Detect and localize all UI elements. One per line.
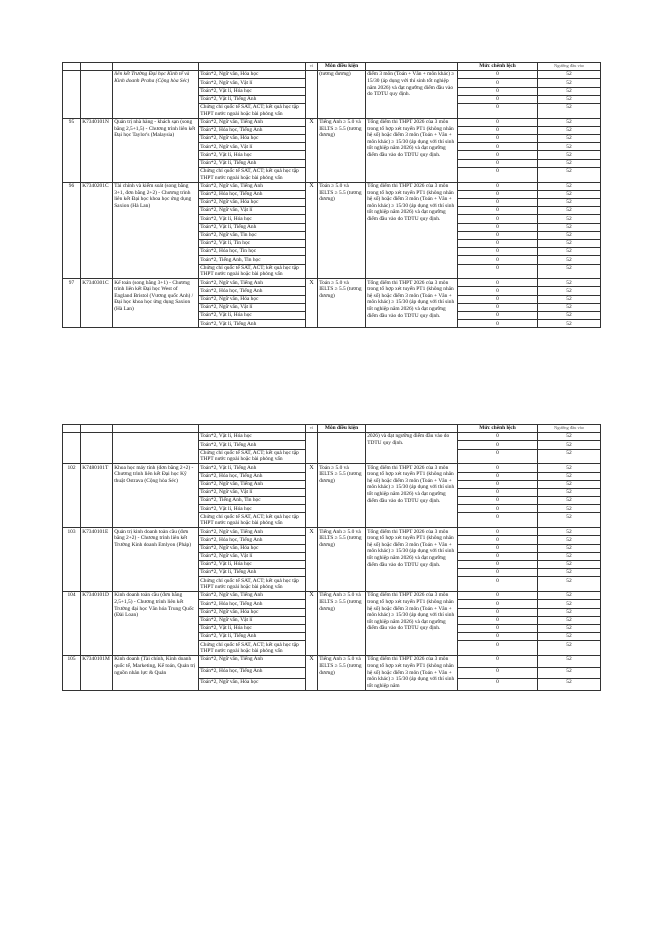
difference-value: 0 <box>458 528 538 536</box>
subject-combination: Toán*2, Hóa học, Tiếng Anh <box>199 600 306 608</box>
subject-combination: Toán*2, Vật lí, Hóa học <box>199 312 306 320</box>
condition-subject: Tiếng Anh ≥ 5.0 và IELTS ≥ 5.5 (tương đương) <box>318 528 366 592</box>
threshold-value: 52 <box>538 480 601 488</box>
difference-value: 0 <box>458 536 538 544</box>
row-number: 95 <box>63 118 81 182</box>
subject-combination: Toán*2, Ngữ văn, Tiếng Anh <box>199 182 306 190</box>
table-row <box>63 433 601 441</box>
threshold-value: 52 <box>538 641 601 656</box>
threshold-value: 52 <box>538 103 601 118</box>
difference-value: 0 <box>458 616 538 624</box>
difference-value: 0 <box>458 608 538 616</box>
subject-combination: Toán*2, Vật lí, Hóa học <box>199 433 306 441</box>
program-name <box>113 433 199 464</box>
difference-value: 0 <box>458 95 538 103</box>
subject-combination: Toán*2, Ngữ văn, Vật lí <box>199 616 306 624</box>
difference-value: 0 <box>458 561 538 569</box>
admission-note: Tổng điểm thi THPT 2026 của 3 môn trong tổ hợp xét tuyển PT1 (không nhân hệ số) hoặc điểm 3 môn (Toán + Văn + môn khác) ≥ 15/30 (áp dụng với thí sinh tốt nghiệp năm 2026) và đạt ngưỡng điểm đầu vào do TDTU quy định. <box>366 592 458 656</box>
table-header-row <box>63 63 601 71</box>
condition-subject: Toán ≥ 5.0 và IELTS ≥ 5.5 (tương đương) <box>318 182 366 279</box>
difference-value: 0 <box>458 231 538 239</box>
threshold-value: 52 <box>538 126 601 134</box>
program-code: K7340101E <box>81 528 113 592</box>
subject-combination: Chứng chỉ quốc tế SAT, ACT; kết quả học tập THPT nước ngoài hoặc bài phỏng vấn <box>199 513 306 528</box>
threshold-value: 52 <box>538 95 601 103</box>
threshold-value: 52 <box>538 624 601 632</box>
difference-value: 0 <box>458 569 538 577</box>
threshold-value: 52 <box>538 592 601 600</box>
threshold-value: 52 <box>538 441 601 449</box>
subject-combination: Toán*2, Ngữ văn, Vật lí <box>199 79 306 87</box>
difference-value: 0 <box>458 79 538 87</box>
condition-subject: Toán ≥ 5.0 và IELTS ≥ 5.5 (tương đương) <box>318 279 366 328</box>
subject-combination: Toán*2, Ngữ văn, Vật lí <box>199 207 306 215</box>
difference-value: 0 <box>458 592 538 600</box>
program-code: K7340101D <box>81 592 113 656</box>
difference-value: 0 <box>458 135 538 143</box>
threshold-value: 52 <box>538 312 601 320</box>
program-code: K7340301C <box>81 279 113 328</box>
subject-combination: Toán*2, Vật lí, Tiếng Anh <box>199 464 306 472</box>
header-x: vì <box>306 63 318 71</box>
subject-combination: Toán*2, Hóa học, Tiếng Anh <box>199 472 306 480</box>
subject-combination: Toán*2, Hóa học, Tiếng Anh <box>199 536 306 544</box>
program-name: liên kết Trường Đại học Kinh tế và Kinh doanh Praha (Cộng hòa Séc) <box>113 71 199 119</box>
subject-combination: Toán*2, Ngữ văn, Hóa học <box>199 608 306 616</box>
subject-combination: Toán*2, Ngữ văn, Hóa học <box>199 295 306 303</box>
threshold-value: 52 <box>538 199 601 207</box>
header-condition-subject: Môn điều kiện <box>318 425 366 433</box>
header-note <box>366 425 458 433</box>
subject-combination: Toán*2, Ngữ văn, Tiếng Anh <box>199 480 306 488</box>
admission-note: Tổng điểm thi THPT 2026 của 3 môn trong tổ hợp xét tuyển PT1 (không nhân hệ số) hoặc điểm 3 môn (Toán + Văn + môn khác) ≥ 15/30 (áp dụng với thí sinh tốt nghiệp năm 2026) và đạt ngưỡng điểm đầu vào do TDTU quy định. <box>366 279 458 328</box>
subject-combination: Toán*2, Vật lí, Hóa học <box>199 624 306 632</box>
difference-value: 0 <box>458 279 538 287</box>
threshold-value: 52 <box>538 544 601 552</box>
table-row <box>63 182 601 190</box>
difference-value: 0 <box>458 544 538 552</box>
difference-value: 0 <box>458 513 538 528</box>
threshold-value: 52 <box>538 135 601 143</box>
difference-value: 0 <box>458 441 538 449</box>
threshold-value: 52 <box>538 190 601 198</box>
threshold-value: 52 <box>538 279 601 287</box>
subject-combination: Toán*2, Vật lí, Hóa học <box>199 87 306 95</box>
difference-value: 0 <box>458 320 538 328</box>
admission-note: Tổng điểm thi THPT 2026 của 3 môn trong tổ hợp xét tuyển PT1 (không nhân hệ số) hoặc điểm 3 môn (Toán + Văn + môn khác) ≥ 15/30 (áp dụng với thí sinh tốt nghiệp năm 2026) và đạt ngưỡng điểm đầu vào do TDTU quy định. <box>366 182 458 279</box>
condition-subject: Tiếng Anh ≥ 5.0 và IELTS ≥ 5.5 (tương đương) <box>318 592 366 656</box>
x-mark <box>306 433 318 464</box>
row-number: 104 <box>63 592 81 656</box>
difference-value: 0 <box>458 287 538 295</box>
difference-value: 0 <box>458 295 538 303</box>
header-difference: Mức chênh lệch <box>458 63 538 71</box>
threshold-value: 52 <box>538 264 601 279</box>
difference-value: 0 <box>458 103 538 118</box>
header-x: vì <box>306 425 318 433</box>
difference-value: 0 <box>458 118 538 126</box>
threshold-value: 52 <box>538 143 601 151</box>
subject-combination: Toán*2, Hóa học, Tiếng Anh <box>199 287 306 295</box>
subject-combination: Toán*2, Hóa học, Tiếng Anh <box>199 190 306 198</box>
program-name: Kinh doanh (Tài chính, Kinh doanh quốc tế, Marketing, Kế toán, Quản trị nguồn nhân lực & Quản <box>113 656 199 691</box>
threshold-value: 52 <box>538 320 601 328</box>
threshold-value: 52 <box>538 151 601 159</box>
threshold-value: 52 <box>538 488 601 496</box>
threshold-value: 52 <box>538 513 601 528</box>
difference-value: 0 <box>458 312 538 320</box>
threshold-value: 52 <box>538 679 601 691</box>
subject-combination: Toán*2, Vật lí, Hóa học <box>199 505 306 513</box>
threshold-value: 52 <box>538 118 601 126</box>
subject-combination: Toán*2, Tiếng Anh, Tin học <box>199 497 306 505</box>
threshold-value: 52 <box>538 561 601 569</box>
difference-value: 0 <box>458 577 538 592</box>
subject-combination: Toán*2, Ngữ văn, Tiếng Anh <box>199 656 306 668</box>
table-row <box>63 464 601 472</box>
difference-value: 0 <box>458 464 538 472</box>
difference-value: 0 <box>458 126 538 134</box>
program-code <box>81 71 113 119</box>
difference-value: 0 <box>458 151 538 159</box>
subject-combination: Toán*2, Ngữ văn, Vật lí <box>199 488 306 496</box>
subject-combination: Toán*2, Ngữ văn, Tiếng Anh <box>199 118 306 126</box>
threshold-value: 52 <box>538 656 601 668</box>
table-row <box>63 528 601 536</box>
subject-combination: Toán*2, Hóa học, Tiếng Anh <box>199 667 306 679</box>
threshold-value: 52 <box>538 223 601 231</box>
admission-table-top <box>62 62 601 328</box>
program-name: Kinh doanh toàn cầu (đơn bằng 2,5+1,5) - Chương trình liên kết Trường đại học Văn hóa Trung Quốc (Đài Loan) <box>113 592 199 656</box>
subject-combination: Toán*2, Vật lí, Hóa học <box>199 561 306 569</box>
subject-combination: Chứng chỉ quốc tế SAT, ACT; kết quả học tập THPT nước ngoài hoặc bài phỏng vấn <box>199 641 306 656</box>
program-code: K7340201C <box>81 182 113 279</box>
threshold-value: 52 <box>538 231 601 239</box>
threshold-value: 52 <box>538 667 601 679</box>
threshold-value: 52 <box>538 536 601 544</box>
subject-combination: Chứng chỉ quốc tế SAT, ACT; kết quả học tập THPT nước ngoài hoặc bài phỏng vấn <box>199 103 306 118</box>
difference-value: 0 <box>458 667 538 679</box>
subject-combination: Toán*2, Vật lí, Tiếng Anh <box>199 159 306 167</box>
difference-value: 0 <box>458 449 538 464</box>
threshold-value: 52 <box>538 295 601 303</box>
subject-combination: Toán*2, Ngữ văn, Hóa học <box>199 135 306 143</box>
header-note <box>366 63 458 71</box>
program-code: K7340101N <box>81 118 113 182</box>
difference-value: 0 <box>458 182 538 190</box>
subject-combination: Toán*2, Ngữ văn, Hóa học <box>199 679 306 691</box>
threshold-value: 52 <box>538 182 601 190</box>
admission-note: 2026) và đạt ngưỡng điểm đầu vào do TDTU quy định. <box>366 433 458 464</box>
admission-note: Tổng điểm thi THPT 2026 của 3 môn trong tổ hợp xét tuyển PT1 (không nhân hệ số) hoặc điểm 3 môn (Toán + Văn + môn khác) ≥ 15/30 (áp dụng với thí sinh tốt nghiệp năm <box>366 656 458 691</box>
difference-value: 0 <box>458 248 538 256</box>
subject-combination: Toán*2, Ngữ văn, Tiếng Anh <box>199 592 306 600</box>
difference-value: 0 <box>458 303 538 311</box>
row-number: 97 <box>63 279 81 328</box>
subject-combination: Chứng chỉ quốc tế SAT, ACT; kết quả học tập THPT nước ngoài hoặc bài phỏng vấn <box>199 577 306 592</box>
program-code: K7480101T <box>81 464 113 528</box>
subject-combination: Toán*2, Ngữ văn, Vật lí <box>199 552 306 560</box>
threshold-value: 52 <box>538 287 601 295</box>
difference-value: 0 <box>458 600 538 608</box>
difference-value: 0 <box>458 223 538 231</box>
x-mark <box>306 71 318 119</box>
admission-note: điểm 3 môn (Toán + Văn + môn khác) ≥ 15/30 (áp dụng với thí sinh tốt nghiệp năm 2026) và đạt ngưỡng điểm đầu vào do TDTU quy định. <box>366 71 458 119</box>
table-row <box>63 71 601 79</box>
x-mark: X <box>306 279 318 328</box>
threshold-value: 52 <box>538 71 601 79</box>
condition-subject: Tiếng Anh ≥ 5.0 và IELTS ≥ 5.5 (tương đương) <box>318 656 366 691</box>
condition-subject <box>318 433 366 464</box>
header-stt <box>63 425 81 433</box>
table-header-row <box>63 425 601 433</box>
threshold-value: 52 <box>538 577 601 592</box>
admission-table-bottom <box>62 424 601 691</box>
threshold-value: 52 <box>538 528 601 536</box>
row-number <box>63 71 81 119</box>
threshold-value: 52 <box>538 600 601 608</box>
threshold-value: 52 <box>538 256 601 264</box>
subject-combination: Toán*2, Vật lí, Tin học <box>199 239 306 247</box>
program-name: Tài chính và kiểm soát (song bằng 3+1, đơn bằng 2+2) - Chương trình liên kết Đại học khoa học ứng dụng Saxion (Hà Lan) <box>113 182 199 279</box>
admission-note: Tổng điểm thi THPT 2026 của 3 môn trong tổ hợp xét tuyển PT1 (không nhân hệ số) hoặc điểm 3 môn (Toán + Văn + môn khác) ≥ 15/30 (áp dụng với thí sinh tốt nghiệp năm 2026) và đạt ngưỡng điểm đầu vào do TDTU quy định. <box>366 528 458 592</box>
threshold-value: 52 <box>538 569 601 577</box>
subject-combination: Toán*2, Vật lí, Hóa học <box>199 151 306 159</box>
threshold-value: 52 <box>538 303 601 311</box>
difference-value: 0 <box>458 552 538 560</box>
difference-value: 0 <box>458 497 538 505</box>
x-mark: X <box>306 182 318 279</box>
x-mark: X <box>306 464 318 528</box>
threshold-value: 52 <box>538 248 601 256</box>
condition-subject: Tiếng Anh ≥ 5.0 và IELTS ≥ 5.5 (tương đương) <box>318 118 366 182</box>
subject-combination: Chứng chỉ quốc tế SAT, ACT; kết quả học tập THPT nước ngoài hoặc bài phỏng vấn <box>199 167 306 182</box>
header-code <box>81 425 113 433</box>
difference-value: 0 <box>458 143 538 151</box>
row-number: 96 <box>63 182 81 279</box>
subject-combination: Toán*2, Vật lí, Tiếng Anh <box>199 223 306 231</box>
header-difference: Mức chênh lệch <box>458 425 538 433</box>
table-row <box>63 592 601 600</box>
difference-value: 0 <box>458 256 538 264</box>
program-code: K7340101M <box>81 656 113 691</box>
difference-value: 0 <box>458 656 538 668</box>
subject-combination: Toán*2, Ngữ văn, Vật lí <box>199 303 306 311</box>
condition-subject: Toán ≥ 5.0 và IELTS ≥ 5.5 (tương đương) <box>318 464 366 528</box>
admission-note: Tổng điểm thi THPT 2026 của 3 môn trong tổ hợp xét tuyển PT1 (không nhân hệ số) hoặc điểm 3 môn (Toán + Văn + môn khác) ≥ 15/30 (áp dụng với thí sinh tốt nghiệp năm 2026) và đạt ngưỡng điểm đầu vào do TDTU quy định. <box>366 464 458 528</box>
difference-value: 0 <box>458 207 538 215</box>
threshold-value: 52 <box>538 633 601 641</box>
header-combo <box>199 63 306 71</box>
subject-combination: Toán*2, Ngữ văn, Tiếng Anh <box>199 279 306 287</box>
difference-value: 0 <box>458 641 538 656</box>
program-name: Quản trị kinh doanh toàn cầu (đơn bằng 2+2) - Chương trình liên kết Trường Kinh doanh Emlyon (Pháp) <box>113 528 199 592</box>
subject-combination: Toán*2, Vật lí, Tiếng Anh <box>199 569 306 577</box>
difference-value: 0 <box>458 71 538 79</box>
header-name <box>113 63 199 71</box>
subject-combination: Toán*2, Vật lí, Tiếng Anh <box>199 95 306 103</box>
subject-combination: Toán*2, Hóa học, Tiếng Anh <box>199 126 306 134</box>
admission-note: Tổng điểm thi THPT 2026 của 3 môn trong tổ hợp xét tuyển PT1 (không nhân hệ số) hoặc điểm 3 môn (Toán + Văn + môn khác) ≥ 15/30 (áp dụng với thí sinh tốt nghiệp năm 2026) và đạt ngưỡng điểm đầu vào do TDTU quy định. <box>366 118 458 182</box>
row-number: 102 <box>63 464 81 528</box>
difference-value: 0 <box>458 480 538 488</box>
table-row <box>63 118 601 126</box>
subject-combination: Toán*2, Ngữ văn, Hóa học <box>199 71 306 79</box>
threshold-value: 52 <box>538 239 601 247</box>
x-mark: X <box>306 656 318 691</box>
subject-combination: Toán*2, Vật lí, Tiếng Anh <box>199 633 306 641</box>
difference-value: 0 <box>458 679 538 691</box>
subject-combination: Toán*2, Ngữ văn, Vật lí <box>199 143 306 151</box>
difference-value: 0 <box>458 215 538 223</box>
subject-combination: Toán*2, Ngữ văn, Hóa học <box>199 544 306 552</box>
header-threshold: Ngưỡng đầu vào <box>538 425 601 433</box>
row-number: 103 <box>63 528 81 592</box>
x-mark: X <box>306 528 318 592</box>
threshold-value: 52 <box>538 472 601 480</box>
header-stt <box>63 63 81 71</box>
header-code <box>81 63 113 71</box>
threshold-value: 52 <box>538 167 601 182</box>
threshold-value: 52 <box>538 608 601 616</box>
header-threshold: Ngưỡng đầu vào <box>538 63 601 71</box>
row-number: 105 <box>63 656 81 691</box>
subject-combination: Toán*2, Ngữ văn, Tiếng Anh <box>199 528 306 536</box>
threshold-value: 52 <box>538 87 601 95</box>
row-number <box>63 433 81 464</box>
threshold-value: 52 <box>538 433 601 441</box>
threshold-value: 52 <box>538 464 601 472</box>
subject-combination: Toán*2, Vật lí, Tiếng Anh <box>199 320 306 328</box>
difference-value: 0 <box>458 167 538 182</box>
subject-combination: Toán*2, Ngữ văn, Tin học <box>199 231 306 239</box>
subject-combination: Toán*2, Vật lí, Hóa học <box>199 215 306 223</box>
subject-combination: Chứng chỉ quốc tế SAT, ACT; kết quả học tập THPT nước ngoài hoặc bài phỏng vấn <box>199 449 306 464</box>
condition-subject: (tương đương) <box>318 71 366 119</box>
threshold-value: 52 <box>538 497 601 505</box>
threshold-value: 52 <box>538 159 601 167</box>
x-mark: X <box>306 592 318 656</box>
difference-value: 0 <box>458 190 538 198</box>
subject-combination: Toán*2, Ngữ văn, Hóa học <box>199 199 306 207</box>
program-code <box>81 433 113 464</box>
difference-value: 0 <box>458 472 538 480</box>
table-row <box>63 656 601 668</box>
threshold-value: 52 <box>538 215 601 223</box>
difference-value: 0 <box>458 87 538 95</box>
difference-value: 0 <box>458 488 538 496</box>
threshold-value: 52 <box>538 79 601 87</box>
threshold-value: 52 <box>538 505 601 513</box>
difference-value: 0 <box>458 433 538 441</box>
subject-combination: Toán*2, Tiếng Anh, Tin học <box>199 256 306 264</box>
program-name: Quản trị nhà hàng - khách sạn (song bằng 2,5+1,5) - Chương trình liên kết Đại học Taylor's (Malaysia) <box>113 118 199 182</box>
difference-value: 0 <box>458 239 538 247</box>
program-name: Khoa học máy tính (đơn bằng 2+2) - Chương trình liên kết Đại học Kỹ thuật Ostrava (Cộng hòa Séc) <box>113 464 199 528</box>
program-name: Kế toán (song bằng 3+1) - Chương trình liên kết Đại học West of England Bristol (Vương quốc Anh) / Đại học khoa học ứng dụng Saxion (Hà Lan) <box>113 279 199 328</box>
subject-combination: Toán*2, Vật lí, Tiếng Anh <box>199 441 306 449</box>
threshold-value: 52 <box>538 207 601 215</box>
difference-value: 0 <box>458 199 538 207</box>
threshold-value: 52 <box>538 616 601 624</box>
difference-value: 0 <box>458 159 538 167</box>
header-combo <box>199 425 306 433</box>
header-condition-subject: Môn điều kiện <box>318 63 366 71</box>
x-mark: X <box>306 118 318 182</box>
threshold-value: 52 <box>538 552 601 560</box>
difference-value: 0 <box>458 633 538 641</box>
difference-value: 0 <box>458 264 538 279</box>
subject-combination: Chứng chỉ quốc tế SAT, ACT; kết quả học tập THPT nước ngoài hoặc bài phỏng vấn <box>199 264 306 279</box>
header-name <box>113 425 199 433</box>
difference-value: 0 <box>458 505 538 513</box>
table-row <box>63 279 601 287</box>
threshold-value: 52 <box>538 449 601 464</box>
difference-value: 0 <box>458 624 538 632</box>
subject-combination: Toán*2, Hóa học, Tin học <box>199 248 306 256</box>
